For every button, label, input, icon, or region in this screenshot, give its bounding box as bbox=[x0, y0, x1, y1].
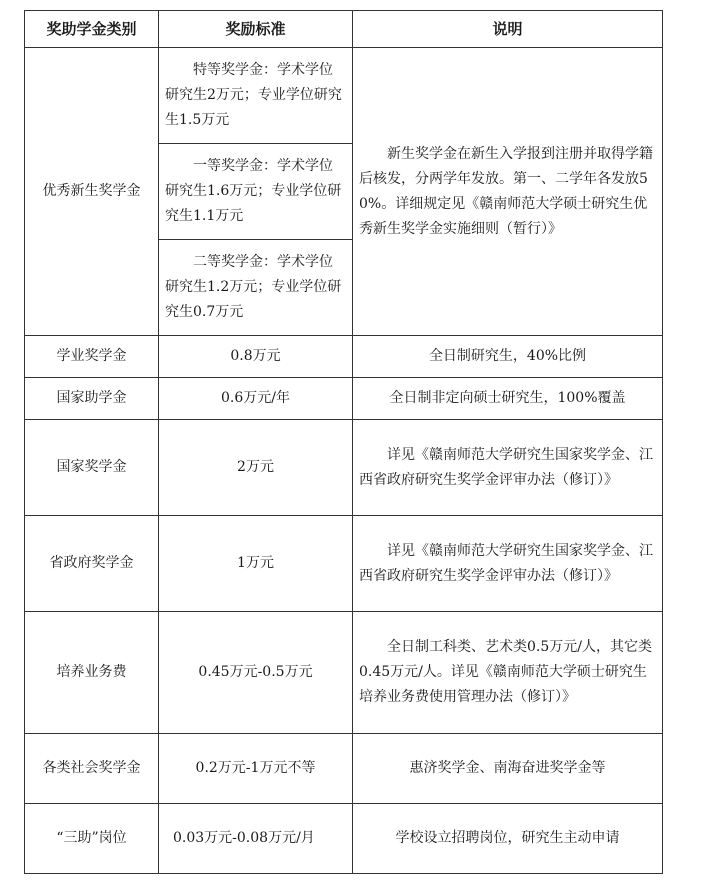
note-cell: 全日制工科类、艺术类0.5万元/人，其它类0.45万元/人。详见《赣南师范大学硕士研究生培养业务费使用管理办法（修订）》 bbox=[353, 612, 663, 734]
table-row bbox=[25, 378, 663, 420]
note-cell: 详见《赣南师范大学研究生国家奖学金、江西省政府研究生奖学金评审办法（修订）》 bbox=[353, 516, 663, 612]
category-cell: 学业奖学金 bbox=[25, 336, 159, 378]
category-cell: 省政府奖学金 bbox=[25, 516, 159, 612]
standard-cell: 特等奖学金：学术学位研究生2万元；专业学位研究生1.5万元 bbox=[159, 48, 353, 144]
table-row bbox=[25, 804, 663, 874]
standard-cell: 0.45万元-0.5万元 bbox=[159, 612, 353, 734]
note-cell: 全日制研究生，40%比例 bbox=[353, 336, 663, 378]
category-cell: “三助”岗位 bbox=[25, 804, 159, 874]
standard-cell: 0.6万元/年 bbox=[159, 378, 353, 420]
standard-cell: 二等奖学金：学术学位研究生1.2万元；专业学位研究生0.7万元 bbox=[159, 240, 353, 336]
standard-cell: 0.03万元-0.08万元/月 bbox=[159, 804, 353, 874]
note-cell: 新生奖学金在新生入学报到注册并取得学籍后核发，分两学年发放。第一、二学年各发放50%。详细规定见《赣南师范大学硕士研究生优秀新生奖学金实施细则（暂行）》 bbox=[353, 48, 663, 336]
table-row bbox=[25, 48, 663, 144]
note-cell: 学校设立招聘岗位，研究生主动申请 bbox=[353, 804, 663, 874]
standard-cell: 0.2万元-1万元不等 bbox=[159, 734, 353, 804]
note-cell: 详见《赣南师范大学研究生国家奖学金、江西省政府研究生奖学金评审办法（修订）》 bbox=[353, 420, 663, 516]
standard-cell: 一等奖学金：学术学位研究生1.6万元；专业学位研究生1.1万元 bbox=[159, 144, 353, 240]
note-cell: 惠济奖学金、南海奋进奖学金等 bbox=[353, 734, 663, 804]
category-cell: 国家奖学金 bbox=[25, 420, 159, 516]
header-row bbox=[25, 11, 663, 48]
table-row bbox=[25, 420, 663, 516]
table-row bbox=[25, 516, 663, 612]
header-category: 奖助学金类别 bbox=[25, 11, 159, 48]
header-standard: 奖励标准 bbox=[159, 11, 353, 48]
category-cell: 优秀新生奖学金 bbox=[25, 48, 159, 336]
standard-cell: 2万元 bbox=[159, 420, 353, 516]
scholarship-table bbox=[24, 10, 663, 874]
header-note: 说明 bbox=[353, 11, 663, 48]
standard-cell: 1万元 bbox=[159, 516, 353, 612]
category-cell: 国家助学金 bbox=[25, 378, 159, 420]
standard-cell: 0.8万元 bbox=[159, 336, 353, 378]
table-row bbox=[25, 612, 663, 734]
table-row bbox=[25, 336, 663, 378]
note-cell: 全日制非定向硕士研究生，100%覆盖 bbox=[353, 378, 663, 420]
category-cell: 培养业务费 bbox=[25, 612, 159, 734]
category-cell: 各类社会奖学金 bbox=[25, 734, 159, 804]
table-row bbox=[25, 734, 663, 804]
